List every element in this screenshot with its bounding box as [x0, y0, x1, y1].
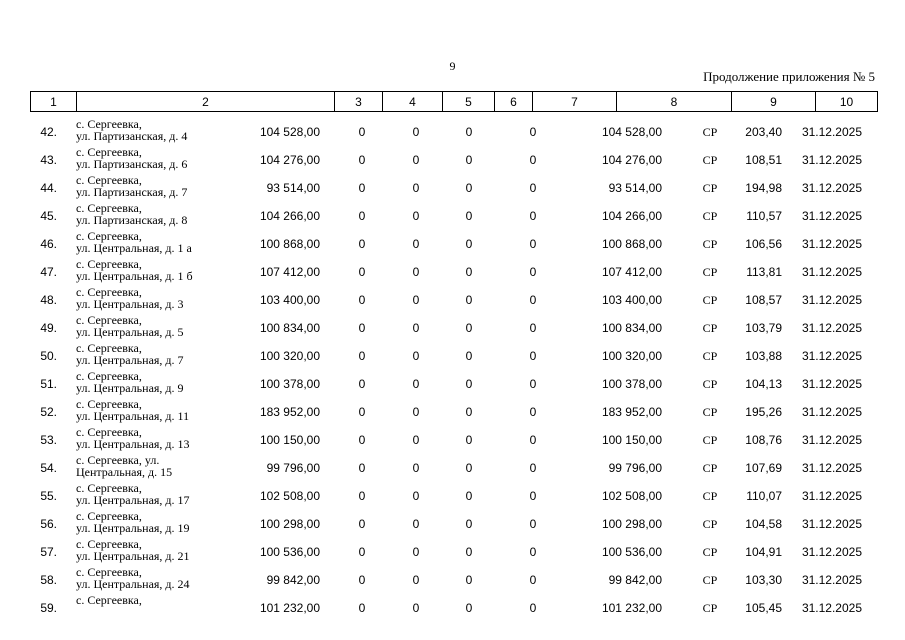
value-cell: 103,30 [745, 573, 782, 587]
value-cell: 0 [529, 265, 537, 279]
code-cell: СР [702, 545, 718, 559]
code-cell: СР [702, 153, 718, 167]
row-number: 47. [40, 265, 57, 279]
table-row [0, 258, 905, 286]
column-header: 9 [732, 92, 816, 112]
table-row [0, 286, 905, 314]
value-cell: 105,45 [745, 601, 782, 615]
value-cell: 110,07 [746, 489, 782, 503]
value-cell: 0 [529, 433, 537, 447]
value-cell: 0 [358, 545, 366, 559]
address-line: с. Сергеевка, [76, 397, 142, 411]
address-line: ул. Центральная, д. 1 а [76, 241, 192, 255]
code-cell: СР [702, 405, 718, 419]
value-cell: 0 [529, 517, 537, 531]
address-line: Центральная, д. 15 [76, 465, 173, 479]
address-line: с. Сергеевка, [76, 229, 142, 243]
value-cell: 0 [529, 545, 537, 559]
amount-cell: 104 528,00 [601, 125, 662, 139]
address-line: ул. Центральная, д. 19 [76, 521, 190, 535]
value-cell: 0 [358, 125, 366, 139]
table-row [0, 594, 905, 622]
amount-cell: 99 842,00 [266, 573, 320, 587]
value-cell: 0 [529, 349, 537, 363]
date-cell: 31.12.2025 [801, 293, 862, 307]
row-number: 53. [40, 433, 57, 447]
address-line: ул. Центральная, д. 7 [76, 353, 184, 367]
amount-cell: 100 536,00 [259, 545, 320, 559]
value-cell: 0 [358, 153, 366, 167]
address-line: ул. Центральная, д. 21 [76, 549, 190, 563]
value-cell: 0 [412, 321, 420, 335]
address-line: с. Сергеевка, [76, 313, 142, 327]
address-line: с. Сергеевка, [76, 145, 142, 159]
row-number: 51. [40, 377, 57, 391]
value-cell: 0 [465, 573, 473, 587]
amount-cell: 101 232,00 [601, 601, 662, 615]
address-line: с. Сергеевка, [76, 565, 142, 579]
value-cell: 0 [529, 153, 537, 167]
address-line: ул. Центральная, д. 24 [76, 577, 190, 591]
value-cell: 0 [412, 181, 420, 195]
address-line: ул. Центральная, д. 11 [76, 409, 190, 423]
value-cell: 104,13 [745, 377, 782, 391]
value-cell: 0 [412, 461, 420, 475]
amount-cell: 100 834,00 [259, 321, 320, 335]
address-line: ул. Партизанская, д. 7 [76, 185, 188, 199]
address-line: ул. Партизанская, д. 4 [76, 129, 188, 143]
value-cell: 0 [358, 377, 366, 391]
row-number: 54. [40, 461, 57, 475]
code-cell: СР [702, 181, 718, 195]
value-cell: 0 [412, 573, 420, 587]
value-cell: 0 [465, 321, 473, 335]
value-cell: 0 [465, 461, 473, 475]
value-cell: 0 [412, 405, 420, 419]
value-cell: 0 [529, 125, 537, 139]
value-cell: 0 [465, 405, 473, 419]
date-cell: 31.12.2025 [801, 265, 862, 279]
value-cell: 0 [529, 293, 537, 307]
value-cell: 104,58 [745, 517, 782, 531]
address-line: ул. Центральная, д. 1 б [76, 269, 193, 283]
address-line: с. Сергеевка, [76, 117, 142, 131]
page-number: 9 [449, 59, 456, 73]
row-number: 46. [40, 237, 57, 251]
date-cell: 31.12.2025 [801, 321, 862, 335]
value-cell: 0 [465, 517, 473, 531]
amount-cell: 102 508,00 [601, 489, 662, 503]
row-number: 42. [40, 125, 57, 139]
value-cell: 0 [412, 349, 420, 363]
amount-cell: 104 266,00 [601, 209, 662, 223]
address-line: с. Сергеевка, [76, 481, 142, 495]
table-row [0, 118, 905, 146]
table-row [0, 174, 905, 202]
amount-cell: 100 320,00 [601, 349, 662, 363]
value-cell: 0 [529, 405, 537, 419]
code-cell: СР [702, 573, 718, 587]
address-line: ул. Партизанская, д. 8 [76, 213, 188, 227]
row-number: 56. [40, 517, 57, 531]
code-cell: СР [702, 125, 718, 139]
row-number: 44. [40, 181, 57, 195]
code-cell: СР [702, 377, 718, 391]
table-row [0, 314, 905, 342]
date-cell: 31.12.2025 [801, 517, 862, 531]
amount-cell: 99 796,00 [608, 461, 662, 475]
column-header: 5 [443, 92, 495, 112]
value-cell: 0 [358, 349, 366, 363]
value-cell: 0 [412, 209, 420, 223]
amount-cell: 100 320,00 [259, 349, 320, 363]
address-line: с. Сергеевка, [76, 425, 142, 439]
amount-cell: 183 952,00 [601, 405, 662, 419]
code-cell: СР [702, 237, 718, 251]
table-row [0, 454, 905, 482]
amount-cell: 104 276,00 [259, 153, 320, 167]
value-cell: 0 [358, 265, 366, 279]
address-line: с. Сергеевка, [76, 509, 142, 523]
code-cell: СР [702, 349, 718, 363]
address-line: ул. Центральная, д. 17 [76, 493, 190, 507]
row-number: 50. [40, 349, 57, 363]
value-cell: 0 [358, 601, 366, 615]
value-cell: 0 [529, 377, 537, 391]
value-cell: 103,79 [745, 321, 782, 335]
amount-cell: 100 150,00 [601, 433, 662, 447]
code-cell: СР [702, 293, 718, 307]
value-cell: 104,91 [745, 545, 782, 559]
value-cell: 0 [358, 209, 366, 223]
value-cell: 0 [412, 377, 420, 391]
date-cell: 31.12.2025 [801, 545, 862, 559]
amount-cell: 104 266,00 [259, 209, 320, 223]
amount-cell: 100 298,00 [259, 517, 320, 531]
column-header: 1 [31, 92, 77, 112]
code-cell: СР [702, 601, 718, 615]
code-cell: СР [702, 265, 718, 279]
date-cell: 31.12.2025 [801, 573, 862, 587]
value-cell: 0 [465, 293, 473, 307]
amount-cell: 100 868,00 [601, 237, 662, 251]
row-number: 52. [40, 405, 57, 419]
row-number: 48. [40, 293, 57, 307]
continuation-label: Продолжение приложения № 5 [703, 69, 875, 84]
value-cell: 0 [465, 265, 473, 279]
row-number: 45. [40, 209, 57, 223]
amount-cell: 100 868,00 [259, 237, 320, 251]
amount-cell: 100 150,00 [259, 433, 320, 447]
code-cell: СР [702, 489, 718, 503]
value-cell: 108,51 [745, 153, 782, 167]
value-cell: 0 [529, 237, 537, 251]
code-cell: СР [702, 321, 718, 335]
address-line: с. Сергеевка, [76, 201, 142, 215]
value-cell: 0 [529, 489, 537, 503]
row-number: 55. [40, 489, 57, 503]
address-line: ул. Центральная, д. 3 [76, 297, 184, 311]
code-cell: СР [702, 517, 718, 531]
date-cell: 31.12.2025 [801, 377, 862, 391]
row-number: 57. [40, 545, 57, 559]
value-cell: 110,57 [746, 209, 782, 223]
address-line: с. Сергеевка, [76, 257, 142, 271]
value-cell: 0 [358, 181, 366, 195]
value-cell: 0 [358, 433, 366, 447]
column-header: 7 [533, 92, 617, 112]
code-cell: СР [702, 433, 718, 447]
code-cell: СР [702, 461, 718, 475]
amount-cell: 103 400,00 [259, 293, 320, 307]
value-cell: 0 [412, 545, 420, 559]
address-line: ул. Центральная, д. 13 [76, 437, 190, 451]
column-header: 3 [335, 92, 383, 112]
value-cell: 0 [529, 209, 537, 223]
value-cell: 0 [358, 321, 366, 335]
value-cell: 195,26 [745, 405, 782, 419]
amount-cell: 99 796,00 [266, 461, 320, 475]
column-header-table [30, 91, 878, 112]
amount-cell: 93 514,00 [608, 181, 662, 195]
value-cell: 0 [529, 601, 537, 615]
value-cell: 0 [465, 433, 473, 447]
date-cell: 31.12.2025 [801, 153, 862, 167]
value-cell: 0 [412, 265, 420, 279]
row-number: 58. [40, 573, 57, 587]
row-number: 59. [40, 601, 57, 615]
address-line: с. Сергеевка, [76, 173, 142, 187]
column-header: 4 [383, 92, 443, 112]
address-line: с. Сергеевка, ул. [76, 453, 160, 467]
value-cell: 194,98 [745, 181, 782, 195]
value-cell: 0 [412, 237, 420, 251]
column-header: 10 [816, 92, 878, 112]
address-line: с. Сергеевка, [76, 537, 142, 551]
value-cell: 0 [465, 545, 473, 559]
value-cell: 0 [412, 517, 420, 531]
column-header: 6 [495, 92, 533, 112]
value-cell: 0 [358, 461, 366, 475]
amount-cell: 100 378,00 [601, 377, 662, 391]
table-row [0, 426, 905, 454]
table-row [0, 202, 905, 230]
address-line: с. Сергеевка, [76, 593, 142, 607]
value-cell: 108,76 [745, 433, 782, 447]
value-cell: 0 [358, 293, 366, 307]
value-cell: 113,81 [746, 265, 782, 279]
value-cell: 103,88 [745, 349, 782, 363]
table-row [0, 398, 905, 426]
table-row [0, 482, 905, 510]
address-line: ул. Центральная, д. 5 [76, 325, 184, 339]
value-cell: 0 [465, 181, 473, 195]
amount-cell: 103 400,00 [601, 293, 662, 307]
address-line: с. Сергеевка, [76, 341, 142, 355]
value-cell: 0 [358, 405, 366, 419]
value-cell: 0 [465, 489, 473, 503]
value-cell: 0 [465, 153, 473, 167]
value-cell: 0 [412, 433, 420, 447]
amount-cell: 100 378,00 [259, 377, 320, 391]
value-cell: 0 [358, 573, 366, 587]
value-cell: 0 [465, 237, 473, 251]
amount-cell: 104 528,00 [259, 125, 320, 139]
value-cell: 108,57 [745, 293, 782, 307]
amount-cell: 100 834,00 [601, 321, 662, 335]
amount-cell: 101 232,00 [259, 601, 320, 615]
value-cell: 0 [465, 349, 473, 363]
date-cell: 31.12.2025 [801, 237, 862, 251]
column-header: 2 [77, 92, 335, 112]
address-line: с. Сергеевка, [76, 369, 142, 383]
table-row [0, 566, 905, 594]
value-cell: 0 [529, 461, 537, 475]
row-number: 43. [40, 153, 57, 167]
amount-cell: 183 952,00 [259, 405, 320, 419]
row-number: 49. [40, 321, 57, 335]
address-line: с. Сергеевка, [76, 285, 142, 299]
date-cell: 31.12.2025 [801, 181, 862, 195]
column-header: 8 [617, 92, 732, 112]
value-cell: 0 [465, 125, 473, 139]
value-cell: 0 [465, 601, 473, 615]
amount-cell: 104 276,00 [601, 153, 662, 167]
code-cell: СР [702, 209, 718, 223]
address-line: ул. Центральная, д. 9 [76, 381, 184, 395]
table-row [0, 370, 905, 398]
table-row [0, 510, 905, 538]
amount-cell: 100 536,00 [601, 545, 662, 559]
amount-cell: 99 842,00 [608, 573, 662, 587]
amount-cell: 107 412,00 [259, 265, 320, 279]
date-cell: 31.12.2025 [801, 125, 862, 139]
value-cell: 0 [358, 517, 366, 531]
amount-cell: 100 298,00 [601, 517, 662, 531]
value-cell: 203,40 [745, 125, 782, 139]
column-header-row [31, 92, 878, 112]
value-cell: 0 [412, 293, 420, 307]
table-row [0, 342, 905, 370]
date-cell: 31.12.2025 [801, 601, 862, 615]
amount-cell: 93 514,00 [266, 181, 320, 195]
value-cell: 0 [358, 489, 366, 503]
value-cell: 0 [412, 601, 420, 615]
date-cell: 31.12.2025 [801, 405, 862, 419]
amount-cell: 107 412,00 [601, 265, 662, 279]
value-cell: 0 [412, 125, 420, 139]
table-row [0, 146, 905, 174]
value-cell: 0 [529, 321, 537, 335]
table-row [0, 230, 905, 258]
value-cell: 0 [529, 573, 537, 587]
value-cell: 0 [412, 489, 420, 503]
date-cell: 31.12.2025 [801, 461, 862, 475]
value-cell: 0 [465, 209, 473, 223]
value-cell: 0 [412, 153, 420, 167]
date-cell: 31.12.2025 [801, 433, 862, 447]
value-cell: 106,56 [745, 237, 782, 251]
address-line: ул. Партизанская, д. 6 [76, 157, 188, 171]
date-cell: 31.12.2025 [801, 489, 862, 503]
data-rows [0, 118, 905, 622]
date-cell: 31.12.2025 [801, 349, 862, 363]
value-cell: 0 [465, 377, 473, 391]
date-cell: 31.12.2025 [801, 209, 862, 223]
amount-cell: 102 508,00 [259, 489, 320, 503]
table-row [0, 538, 905, 566]
value-cell: 0 [358, 237, 366, 251]
value-cell: 107,69 [745, 461, 782, 475]
value-cell: 0 [529, 181, 537, 195]
